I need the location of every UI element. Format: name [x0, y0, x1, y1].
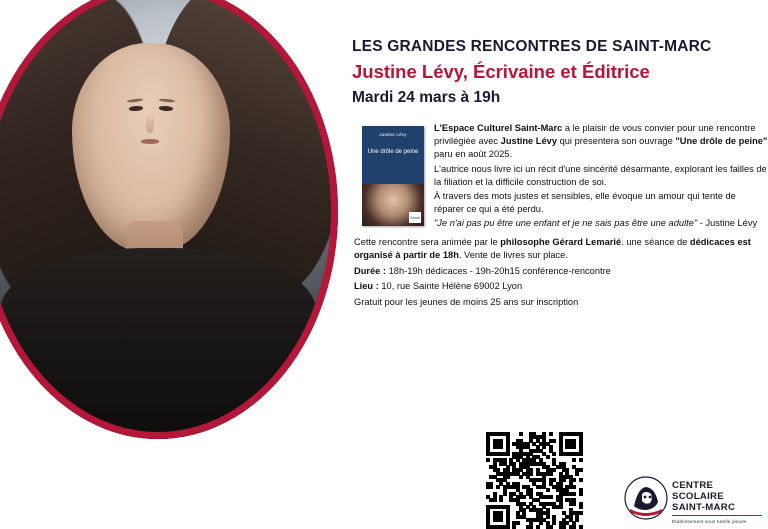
logo-text — [672, 480, 766, 524]
title-block — [352, 38, 756, 107]
description-quote — [434, 217, 768, 230]
signing-suffix: . Vente de livres sur place. — [458, 250, 568, 261]
book-cover-title: Une drôle de peine — [367, 149, 419, 156]
portrait-photo — [0, 0, 338, 444]
lion-crest-icon — [624, 476, 668, 520]
quote-text: "Je n'ai pas pu être une enfant et je ne sais pas être une adulte" — [434, 218, 698, 229]
content-column — [352, 0, 768, 525]
eyebrow-left — [127, 98, 143, 103]
quote-attribution: - Justine Lévy — [697, 218, 758, 229]
duration-value: 18h-19h dédicaces - 19h-20h15 conférence-rencontre — [386, 265, 611, 276]
detail-lieu — [354, 280, 768, 293]
logo-subtitle: Établissement sous tutelle jésuite — [672, 519, 747, 525]
venue-name: L'Espace Culturel Saint-Marc — [434, 123, 563, 133]
eye-left — [128, 105, 143, 111]
desc-text-c: paru en août 2025. — [434, 149, 513, 160]
event-kicker: LES GRANDES RENCONTRES DE SAINT-MARC — [352, 38, 712, 55]
detail-gratuit: Gratuit pour les jeunes de moins 25 ans sur inscription — [354, 296, 579, 307]
desc-text-a: a le plaisir de vous convier pour une rencontre privilégiée avec — [434, 123, 756, 147]
portrait-circle — [0, 0, 338, 439]
logo-line-2: SAINT-MARC — [672, 502, 736, 514]
moderator-name: philosophe Gérard Lemarié — [500, 237, 622, 247]
detail-animation — [354, 236, 768, 263]
signing-info: dédicaces est organisé à partir de 18h — [354, 237, 751, 261]
event-headline: Justine Lévy, Écrivaine et Éditrice — [352, 60, 650, 82]
eye-right — [159, 105, 174, 111]
description-p3: À travers des mots justes et sensibles, elle évoque un amour qui tente de réparer ce qui a été perdu. — [434, 190, 736, 215]
event-date: Mardi 24 mars à 19h — [352, 89, 501, 107]
animation-prefix: Cette rencontre sera animée par le — [354, 237, 501, 247]
organization-logo — [624, 474, 766, 526]
book-cover-author: Justine Lévy — [379, 132, 407, 137]
book-publisher-logo: Stock — [409, 212, 421, 223]
book-title-inline: "Une drôle de peine" — [675, 136, 768, 147]
mouth — [141, 139, 158, 144]
location-value: 10, rue Sainte Hélène 69002 Lyon — [378, 281, 523, 292]
speaker-photo — [0, 0, 338, 439]
nose — [146, 112, 154, 133]
location-label: Lieu : — [354, 281, 379, 292]
animation-suffix: . une séance de — [621, 237, 690, 247]
detail-duree — [354, 265, 768, 278]
description-paragraphs — [434, 122, 768, 232]
torso — [0, 248, 316, 439]
qr-code[interactable] — [486, 432, 582, 528]
duration-label: Durée : — [354, 265, 387, 276]
event-details — [354, 236, 768, 311]
eyebrow-right — [159, 98, 175, 103]
desc-text-b: qui présentera son ouvrage — [557, 136, 676, 147]
speaker-name-inline: Justine Lévy — [500, 136, 557, 147]
description-p2: L'autrice nous livre ici un récit d'une sincérité désarmante, explorant les failles de la filiation et la difficile construction de soi. — [434, 163, 767, 187]
logo-divider — [672, 515, 762, 516]
description-p1 — [434, 122, 768, 162]
book-cover — [362, 126, 424, 226]
logo-line-1: CENTRE SCOLAIRE — [672, 480, 724, 503]
